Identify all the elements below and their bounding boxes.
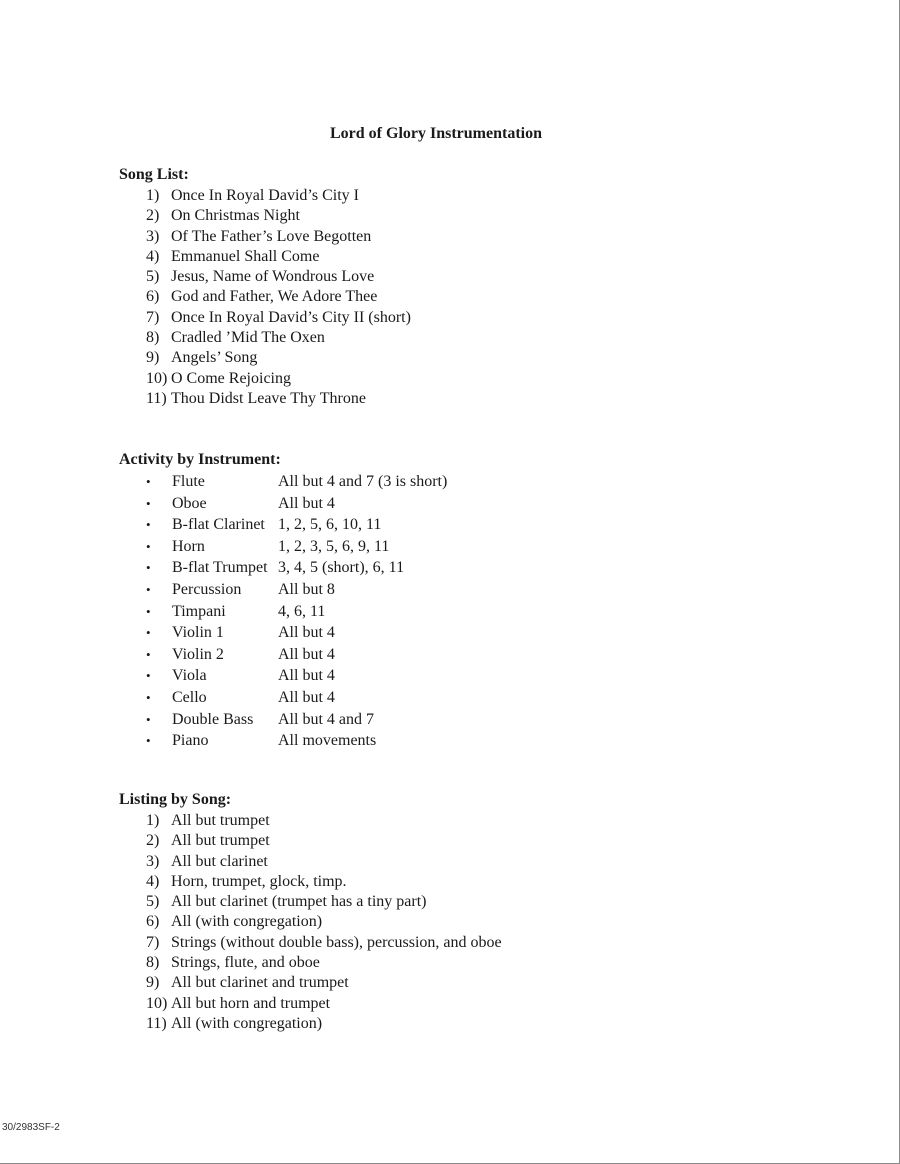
list-item xyxy=(146,267,411,287)
list-item xyxy=(146,601,447,623)
bullet-icon: • xyxy=(146,733,151,749)
list-item xyxy=(146,227,411,247)
list-item xyxy=(146,994,502,1014)
instrument-songs: All but 4 xyxy=(278,494,335,512)
song-instruments: All but clarinet and trumpet xyxy=(171,974,349,992)
list-item xyxy=(146,186,411,206)
song-instruments: All but trumpet xyxy=(171,812,270,829)
instrument-name: Viola xyxy=(172,667,207,685)
song-title: Jesus, Name of Wondrous Love xyxy=(171,268,375,286)
instrument-songs: All movements xyxy=(278,732,377,750)
list-item xyxy=(146,308,411,328)
activity-list xyxy=(146,471,447,752)
list-item xyxy=(146,912,502,932)
list-item xyxy=(146,536,447,558)
song-instruments: All but horn and trumpet xyxy=(171,994,331,1012)
instrument-songs: All but 4 and 7 (3 is short) xyxy=(278,473,448,490)
bullet-icon: • xyxy=(146,646,151,662)
instrument-songs: 3, 4, 5 (short), 6, 11 xyxy=(278,559,405,577)
list-item xyxy=(146,369,411,389)
instrument-songs: All but 4 xyxy=(278,645,335,663)
instrument-songs: All but 4 xyxy=(278,688,335,706)
list-item xyxy=(146,389,411,409)
list-item xyxy=(146,328,411,348)
item-number: 7) xyxy=(146,308,160,326)
instrument-name: Oboe xyxy=(172,494,207,512)
song-title: God and Father, We Adore Thee xyxy=(171,288,378,306)
item-number: 9) xyxy=(146,349,160,367)
item-number: 9) xyxy=(146,974,160,992)
instrument-songs: 4, 6, 11 xyxy=(278,602,326,620)
item-number: 4) xyxy=(146,872,160,890)
list-item xyxy=(146,892,502,912)
activity-heading: Activity by Instrument: xyxy=(119,451,281,468)
song-instruments: All but clarinet xyxy=(171,852,268,870)
item-number: 8) xyxy=(146,329,160,347)
song-list-heading: Song List: xyxy=(119,166,189,183)
list-item xyxy=(146,973,502,993)
song-instruments: Strings, flute, and oboe xyxy=(171,954,320,972)
instrument-songs: All but 4 xyxy=(278,667,335,685)
list-item xyxy=(146,665,447,687)
item-number: 1) xyxy=(146,812,160,829)
instrument-name: Flute xyxy=(172,473,205,490)
instrument-name: Double Bass xyxy=(172,710,254,728)
item-number: 11) xyxy=(146,389,167,407)
song-instruments: Horn, trumpet, glock, timp. xyxy=(171,872,347,890)
song-instruments: All (with congregation) xyxy=(171,913,323,931)
instrument-name: B-flat Clarinet xyxy=(172,516,265,534)
item-number: 4) xyxy=(146,247,160,265)
catalog-code: 30/2983SF-2 xyxy=(2,1122,60,1133)
list-item xyxy=(146,206,411,226)
instrument-songs: All but 4 and 7 xyxy=(278,710,374,728)
song-title: Thou Didst Leave Thy Throne xyxy=(171,389,366,407)
list-item xyxy=(146,287,411,307)
item-number: 1) xyxy=(146,187,160,204)
bullet-icon: • xyxy=(146,560,151,576)
list-item xyxy=(146,730,447,752)
song-instruments: Strings (without double bass), percussion, and oboe xyxy=(171,933,502,951)
song-instruments: All but trumpet xyxy=(171,832,270,850)
item-number: 10) xyxy=(146,994,168,1012)
list-item xyxy=(146,811,502,831)
bullet-icon: • xyxy=(146,625,151,641)
item-number: 5) xyxy=(146,268,160,286)
song-title: Once In Royal David’s City II (short) xyxy=(171,308,411,326)
bullet-icon: • xyxy=(146,668,151,684)
instrument-name: Percussion xyxy=(172,580,242,598)
item-number: 2) xyxy=(146,207,160,225)
instrument-songs: 1, 2, 3, 5, 6, 9, 11 xyxy=(278,537,390,555)
bullet-icon: • xyxy=(146,689,151,705)
list-item xyxy=(146,471,447,493)
song-title: O Come Rejoicing xyxy=(171,369,291,387)
song-instruments: All (with congregation) xyxy=(171,1014,323,1032)
song-title: Angels’ Song xyxy=(171,349,258,367)
instrument-songs: All but 4 xyxy=(278,624,335,642)
instrument-name: B-flat Trumpet xyxy=(172,559,268,577)
list-item xyxy=(146,872,502,892)
list-item xyxy=(146,933,502,953)
list-item xyxy=(146,514,447,536)
bullet-icon: • xyxy=(146,517,151,533)
list-item xyxy=(146,1014,502,1034)
instrument-name: Horn xyxy=(172,537,205,555)
instrument-name: Violin 1 xyxy=(172,624,224,642)
item-number: 5) xyxy=(146,893,160,911)
list-item xyxy=(146,493,447,515)
list-item xyxy=(146,831,502,851)
item-number: 10) xyxy=(146,369,168,387)
list-item xyxy=(146,348,411,368)
listing-heading: Listing by Song: xyxy=(119,791,232,808)
page-title: Lord of Glory Instrumentation xyxy=(330,125,542,142)
bullet-icon: • xyxy=(146,538,151,554)
list-item xyxy=(146,557,447,579)
list-item xyxy=(146,622,447,644)
song-title: Once In Royal David’s City I xyxy=(171,187,359,204)
bullet-icon: • xyxy=(146,474,151,489)
list-item xyxy=(146,644,447,666)
bullet-icon: • xyxy=(146,581,151,597)
song-title: Of The Father’s Love Begotten xyxy=(171,227,372,245)
bullet-icon: • xyxy=(146,495,151,511)
instrument-name: Cello xyxy=(172,688,207,706)
instrument-name: Violin 2 xyxy=(172,645,224,663)
item-number: 8) xyxy=(146,954,160,972)
item-number: 3) xyxy=(146,852,160,870)
song-instruments: All but clarinet (trumpet has a tiny part) xyxy=(171,893,427,911)
instrument-songs: All but 8 xyxy=(278,580,335,598)
list-item xyxy=(146,852,502,872)
bullet-icon: • xyxy=(146,603,151,619)
item-number: 3) xyxy=(146,227,160,245)
item-number: 6) xyxy=(146,913,160,931)
instrument-name: Piano xyxy=(172,732,209,750)
list-item xyxy=(146,579,447,601)
song-title: Emmanuel Shall Come xyxy=(171,247,320,265)
song-list xyxy=(146,186,411,409)
item-number: 7) xyxy=(146,933,160,951)
song-title: Cradled ’Mid The Oxen xyxy=(171,329,325,347)
list-item xyxy=(146,709,447,731)
instrument-name: Timpani xyxy=(172,602,226,620)
item-number: 6) xyxy=(146,288,160,306)
listing-list xyxy=(146,811,502,1034)
list-item xyxy=(146,953,502,973)
instrument-songs: 1, 2, 5, 6, 10, 11 xyxy=(278,516,382,534)
item-number: 11) xyxy=(146,1014,167,1032)
song-title: On Christmas Night xyxy=(171,207,300,225)
bullet-icon: • xyxy=(146,711,151,727)
item-number: 2) xyxy=(146,832,160,850)
list-item xyxy=(146,247,411,267)
list-item xyxy=(146,687,447,709)
